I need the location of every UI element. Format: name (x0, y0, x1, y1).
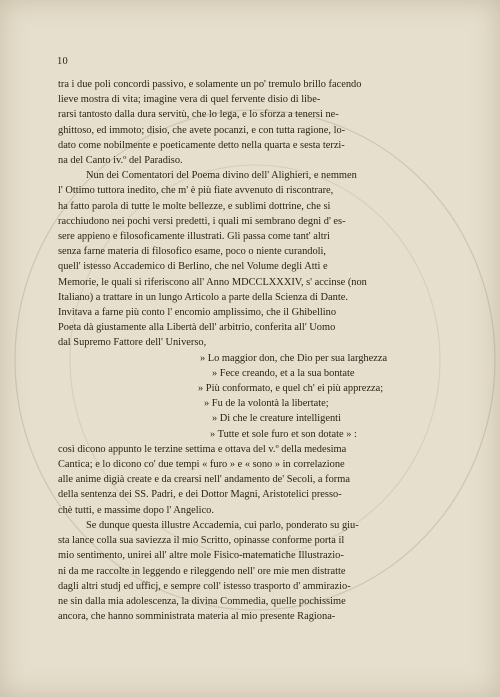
text-line: ancora, che hanno somministrata materia al mio presente Ragiona- (58, 611, 336, 623)
text-line: l' Ottimo tuttora inedito, che m' è più fiate avvenuto di riscontrare, (58, 185, 334, 197)
text-line: lieve mostra di vita; imagine vera di quel fervente disio di libe- (58, 94, 321, 106)
verse-line: » Più conformato, e quel ch' ei più apprezza; (198, 383, 384, 395)
text-line: rarsi tantosto dalla dura servitù, che lo lega, e lo sforza a tenersi ne- (58, 109, 339, 121)
verse-line: » Lo maggior don, che Dio per sua larghezza (200, 352, 388, 364)
text-line: Invitava a farne più conto l' encomio amplissimo, che il Ghibellino (58, 307, 337, 319)
verse-line: » Fece creando, et a la sua bontate (212, 367, 355, 379)
text-line: dato come nobilmente e poeticamente detto nella quarta e sesta terzi- (58, 139, 345, 151)
text-line: Cantica; e lo dicono co' due tempi « furo » e « sono » in correlazione (58, 459, 345, 471)
verse-line: » Tutte et sole furo et son dotate » : (210, 428, 357, 440)
text-line: racchiudono nei pochi versi predetti, i quali mi sembrano degni d' es- (58, 215, 346, 227)
paragraph-start: Nun dei Comentatori del Poema divino dell' Alighieri, e nemmen (86, 170, 357, 182)
text-line: dal Supremo Fattore dell' Universo, (58, 337, 207, 349)
text-line: chè tutti, e massime dopo l' Angelico. (58, 504, 214, 516)
text-line: quell' istesso Accademico di Berlino, che nel Volume degli Atti e (58, 261, 328, 273)
text-line: tra i due poli concordi passivo, e solamente un po' tremulo brillo facendo (58, 79, 362, 90)
text-line: sta lance colla sua saviezza il mio Scritto, opinasse conforme porta il (58, 535, 345, 547)
text-line: ni da me raccolte in leggendo e rileggendo nell' ore mie men distratte (58, 565, 346, 577)
text-line: Italiano) a trattare in un lungo Articolo a parte della Scienza di Dante. (58, 291, 348, 303)
text-line: della sentenza dei SS. Padri, e dei Dottor Magni, Aristotelici presso- (58, 489, 342, 501)
text-line: ha fatto parola di tutte le molte bellezze, e sublimi dottrine, che si (58, 200, 331, 212)
page-number: 10 (57, 56, 69, 67)
paragraph-start: Se dunque questa illustre Accademia, cui parlo, ponderato su giu- (86, 519, 359, 531)
text-line: mio sentimento, unirei all' altre mole Fisico-matematiche Illustrazio- (58, 550, 344, 562)
text-line: ne sin dalla mia adolescenza, la divina Commedia, quelle pochissime (58, 595, 346, 607)
text-line: Poeta dà giustamente alla Libertà dell' arbitrio, conferita all' Uomo (58, 322, 336, 334)
verse-line: » Fu de la volontà la libertate; (204, 398, 329, 410)
text-line: così dicono appunto le terzine settima e ottava del v.º della medesima (58, 443, 347, 455)
text-line: ghittoso, ed immoto; disio, che avete pocanzi, e con tutta ragione, lo- (58, 124, 346, 136)
verse-line: » Di che le creature intelligenti (212, 413, 341, 425)
text-line: senza farne materia di filosofico esame, poco o niente curandoli, (58, 246, 327, 258)
text-line: sere appieno e filosoficamente illustrati. Gli passa come tant' altri (58, 231, 330, 243)
text-line: na del Canto iv.º del Paradiso. (58, 155, 183, 167)
text-line: dagli altri studj ed uffìcj, e sempre coll' istesso trasporto d' ammirazio- (58, 580, 351, 592)
text-line: alle anime digià create e da crearsi nell' andamento de' Secoli, a forma (58, 474, 350, 486)
body-text (58, 77, 462, 624)
text-line: Memorie, le quali si riferiscono all' Anno MDCCLXXXIV, s' accinse (non (58, 276, 367, 288)
